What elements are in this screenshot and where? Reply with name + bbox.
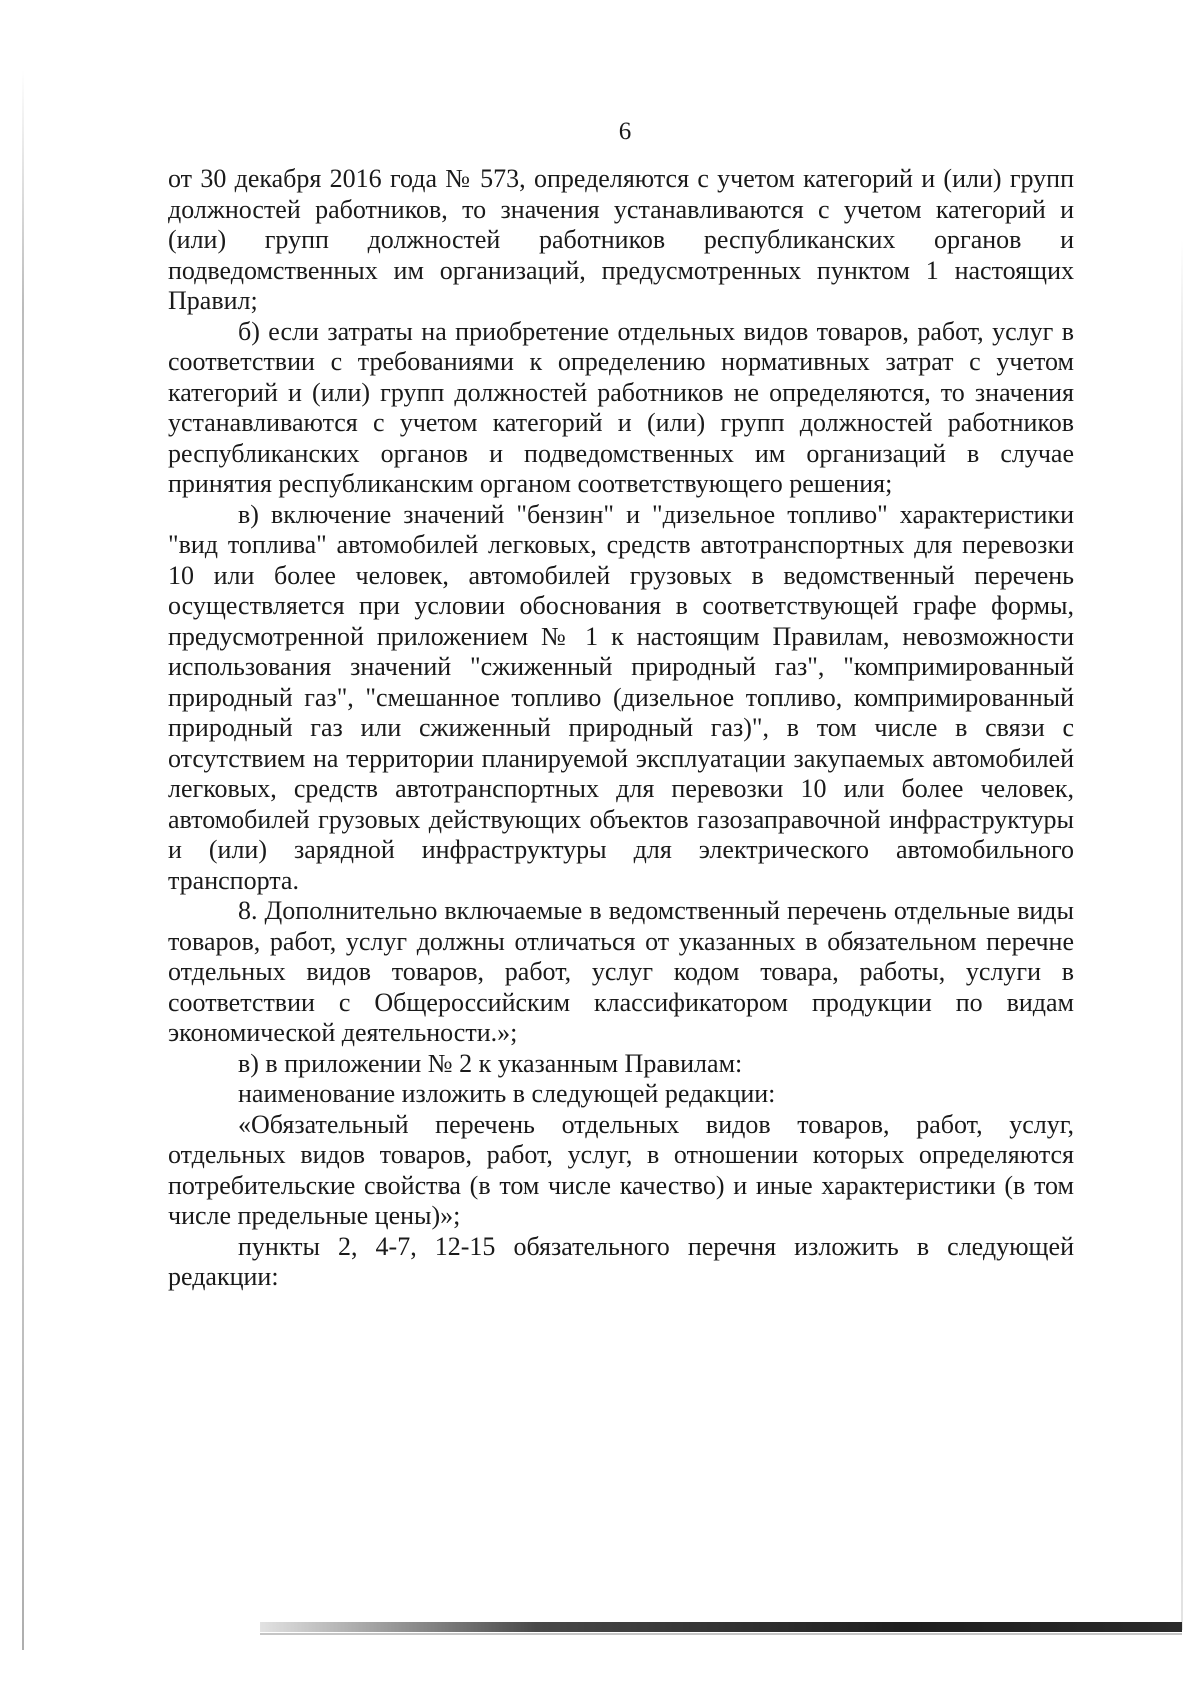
paragraph-items-instruction: пункты 2, 4-7, 12-15 обязательного перечня изложить в следующей редакции: (168, 1231, 1074, 1291)
page-number: 6 (618, 118, 632, 145)
scan-edge-bottom (260, 1622, 1182, 1632)
scan-edge-right (1181, 240, 1183, 1630)
paragraph-subitem-v: в) включение значений "бензин" и "дизельное топливо" характеристики "вид топлива" автомобилей легковых, средств автотранспортных для перевозки 10 или более человек, автомобилей грузовых в ведомственный перечень осуществляется при условии обоснования в соответствующей графе формы, предусмотренной приложением № 1 к настоящим Правилам, невозможности использования значений "сжиженный природный газ", "компримированный природный газ", "смешанное топливо (дизельное топливо, компримированный природный газ или сжиженный природный газ)", в том числе в связи с отсутствием на территории планируемой эксплуатации закупаемых автомобилей легковых, средств автотранспортных для перевозки 10 или более человек, автомобилей грузовых действующих объектов газозаправочной инфраструктуры и (или) зарядной инфраструктуры для электрического автомобильного транспорта. (168, 499, 1074, 895)
paragraph-subitem-b: б) если затраты на приобретение отдельных видов товаров, работ, услуг в соответствии с требованиями к определению нормативных затрат с учетом категорий и (или) групп должностей работников не определяются, то значения устанавливаются с учетом категорий и (или) групп должностей работников республиканских органов и подведомственных им организаций в случае принятия республиканским органом соответствующего решения; (168, 316, 1074, 498)
paragraph-appendix-2: в) в приложении № 2 к указанным Правилам: (238, 1048, 743, 1078)
scan-edge-bottom-thin (260, 1633, 1182, 1635)
paragraph-new-title: «Обязательный перечень отдельных видов товаров, работ, услуг, отдельных видов товаров, работ, услуг, в отношении которых определяются потребительские свойства (в том числе качество) и иные характеристики (в том числе предельные цены)»; (168, 1109, 1074, 1230)
paragraph-continuation: от 30 декабря 2016 года № 573, определяются с учетом категорий и (или) групп должностей работников, то значения устанавливаются с учетом категорий и (или) групп должностей работников республиканских органов и подведомственных им организаций, предусмотренных пунктом 1 настоящих Правил; (168, 164, 1074, 315)
paragraph-item-8: 8. Дополнительно включаемые в ведомственный перечень отдельные виды товаров, работ, услуг должны отличаться от указанных в обязательном перечне отдельных видов товаров, работ, услуг кодом товара, работы, услуги в соответствии с Общероссийским классификатором продукции по видам экономической деятельности.»; (168, 896, 1074, 1047)
paragraph-title-instruction: наименование изложить в следующей редакции: (238, 1079, 776, 1108)
document-body (168, 164, 1074, 1293)
scan-edge-left (22, 70, 24, 1650)
